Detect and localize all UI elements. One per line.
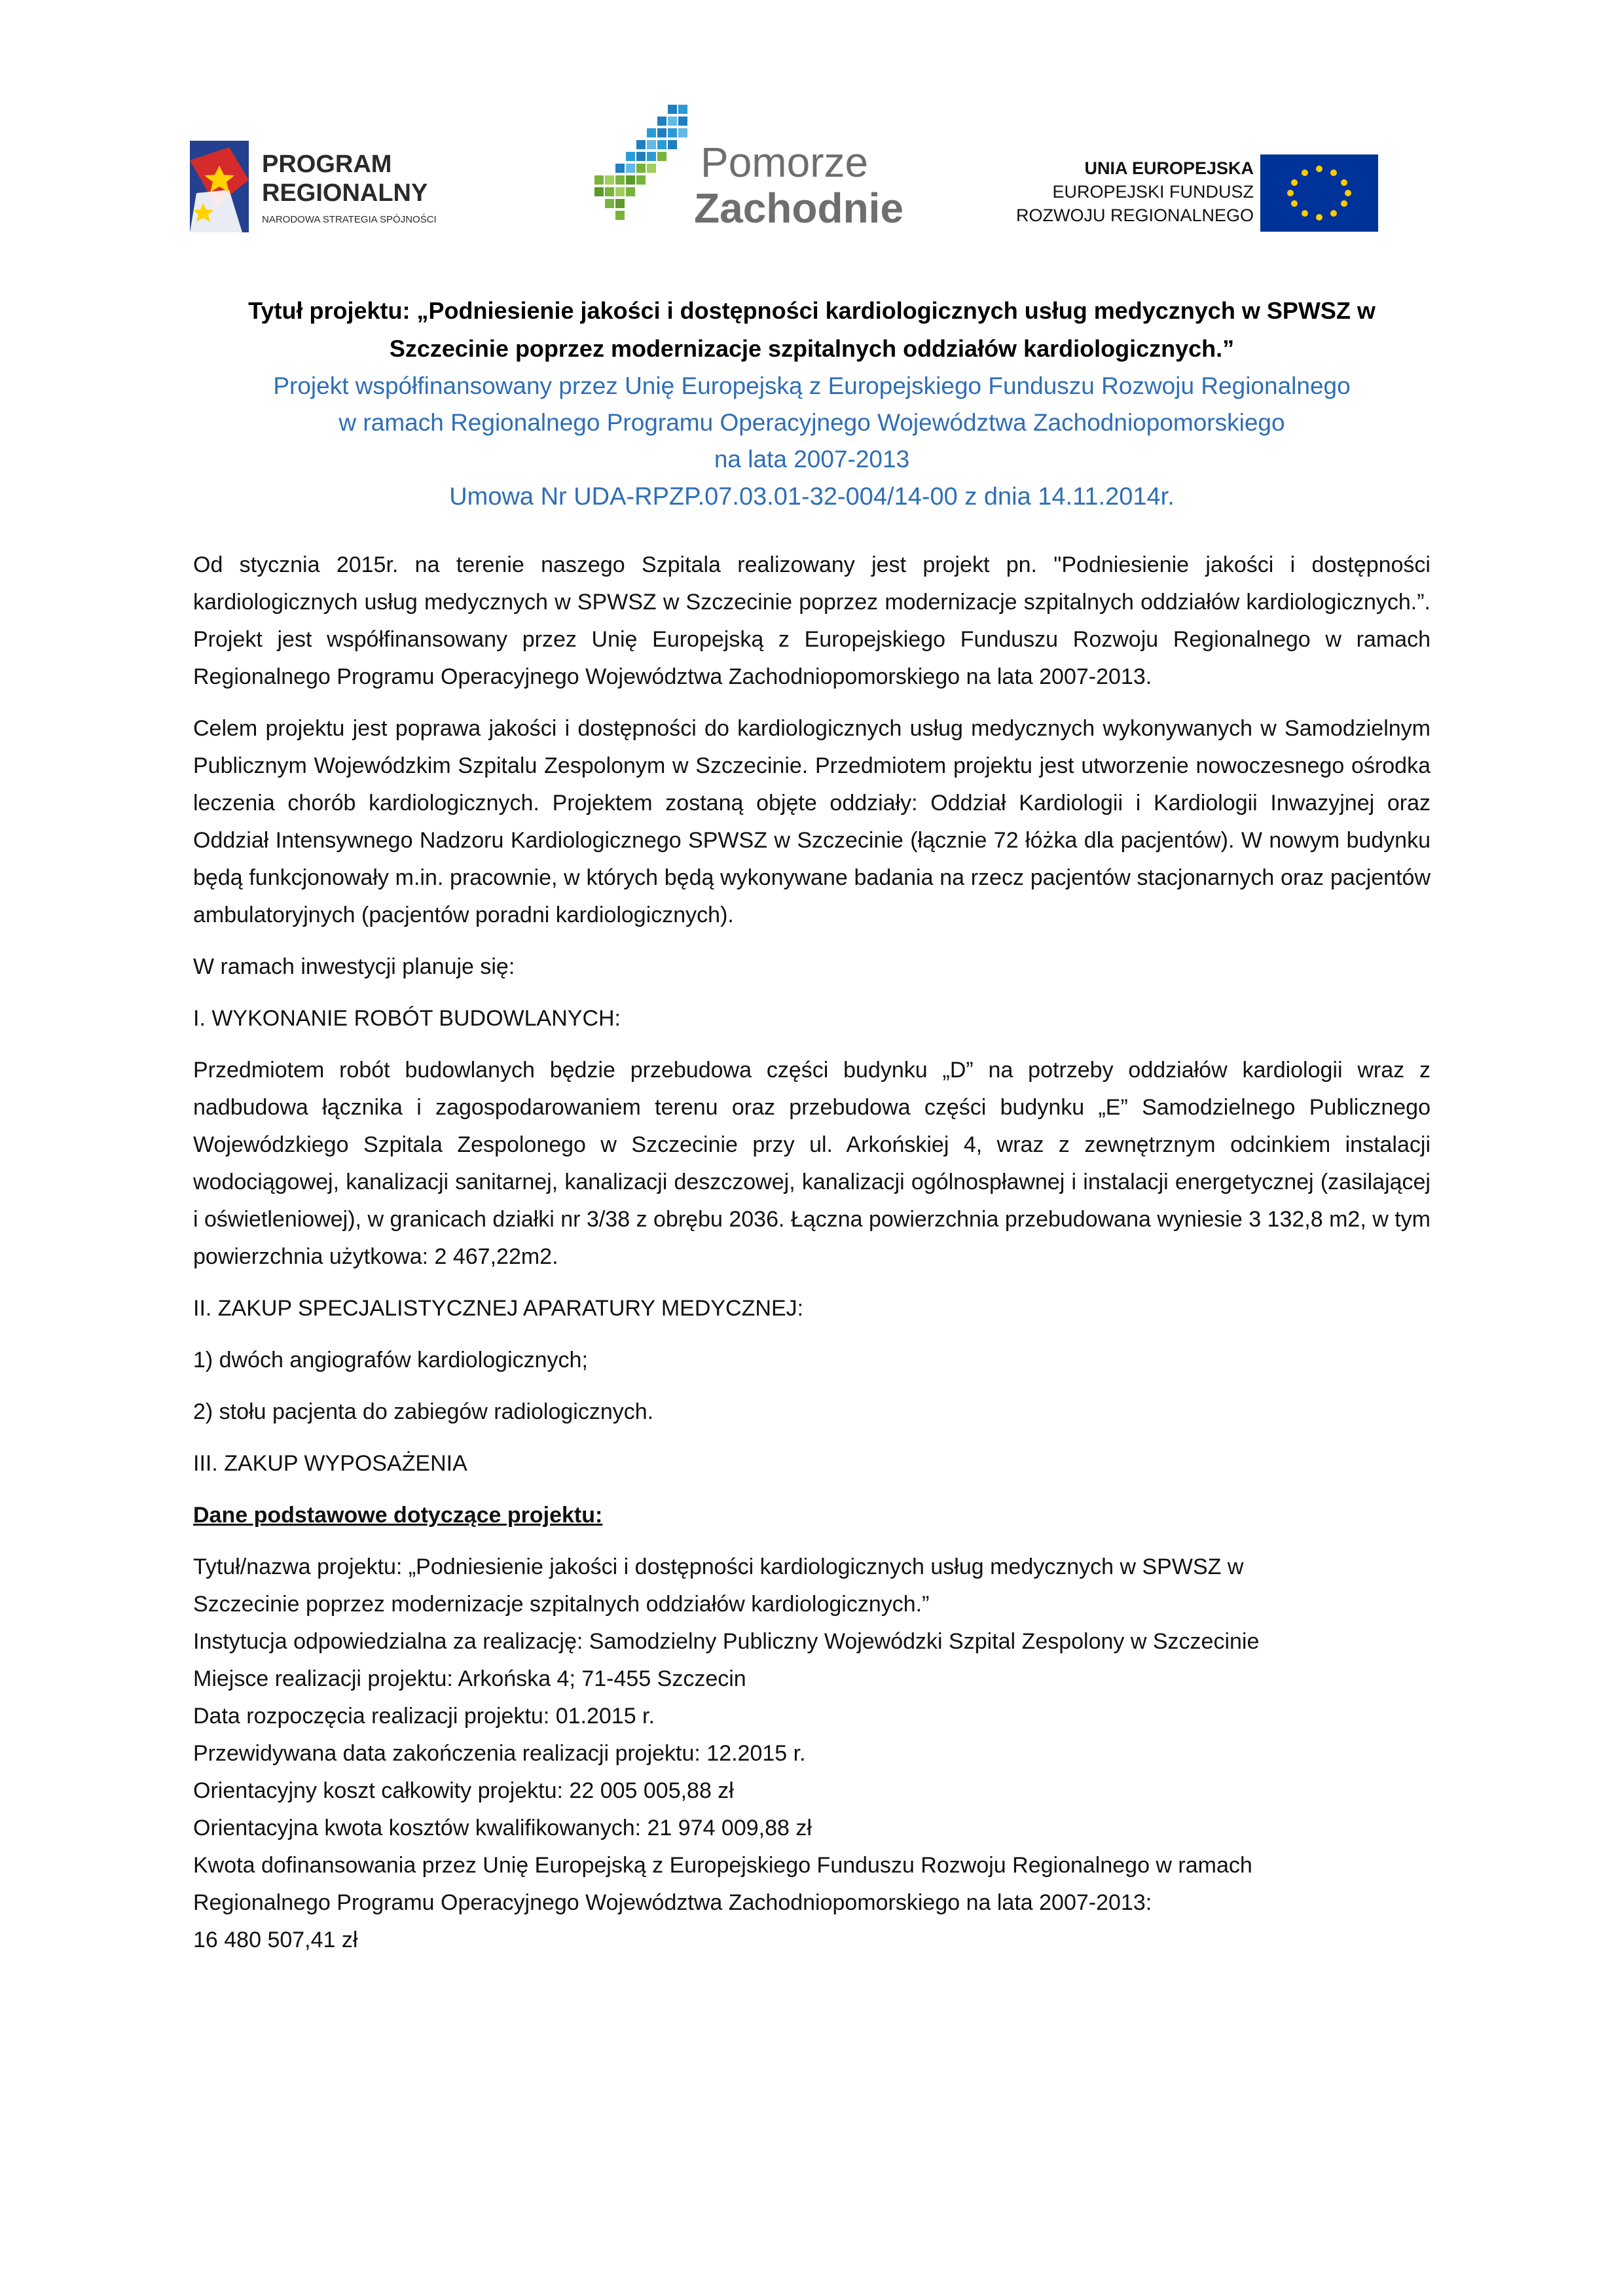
list-item: 1) dwóch angiografów kardiologicznych; <box>193 1348 588 1372</box>
detail-funding-line2: Regionalnego Programu Operacyjnego Województwa Zachodniopomorskiego na lata 2007-2013: <box>193 1890 1152 1915</box>
section1-heading: I. WYKONANIE ROBÓT BUDOWLANYCH: <box>193 1006 621 1031</box>
project-header <box>193 292 1431 516</box>
project-details <box>193 1549 1431 1959</box>
details-heading-text: Dane podstawowe dotyczące projektu: <box>193 1503 603 1528</box>
pixel-griffin-icon <box>589 98 917 242</box>
pz-line1: Pomorze <box>701 139 869 186</box>
detail-start-date: Data rozpoczęcia realizacji projektu: 01.2015 r. <box>193 1704 655 1729</box>
detail-total-cost: Orientacyjny koszt całkowity projektu: 22 005 005,88 zł <box>193 1778 734 1803</box>
equipment-list <box>193 1342 1431 1431</box>
program-regionalny-logo <box>190 134 517 245</box>
pz-line2: Zachodnie <box>694 185 904 232</box>
goal-paragraph: Celem projektu jest poprawa jakości i dostępności do kardiologicznych usług medycznych wykonywanych w Samodzielnym Publicznym Wojewódzkim Szpitalu Zespolonym w Szczecinie. Przedmiotem projektu jest utworzenie nowoczesnego ośrodka leczenia chorób kardiologicznych. Projektem zostaną objęte oddziały: Oddział Kardiologii i Kardiologii Inwazyjnej oraz Oddział Intensywnego Nadzoru Kardiologicznego SPWSZ w Szczecinie (łącznie 72 łóżka dla pacjentów). W nowym budynku będą funkcjonowały m.in. pracownie, w których będą wykonywane badania na rzecz pacjentów stacjonarnych oraz pacjentów ambulatoryjnych (pacjentów poradni kardiologicznych). <box>193 716 1431 927</box>
detail-funding-amount: 16 480 507,41 zł <box>193 1928 358 1952</box>
section1-text: Przedmiotem robót budowlanych będzie przebudowa części budynku „D” na potrzeby oddziałów kardiologii wraz z nadbudowa łącznika i zagospodarowaniem terenu oraz przebudowa części budynku „E” Samodzielnego Publicznego Wojewódzkiego Szpitala Zespolonego w Szczecinie przy ul. Arkońskiej 4, wraz z zewnętrznym odcinkiem instalacji wodociągowej, kanalizacji sanitarnej, kanalizacji deszczowej, kanalizacji ogólnospławnej i instalacji energetycznej (zasilającej i oświetleniowej), w granicach działki nr 3/38 z obrębu 2036. Łączna powierzchnia przebudowana wyniesie 3 132,8 m2, w tym powierzchnia użytkowa: 2 467,22m2. <box>193 1058 1431 1269</box>
project-title-line2: Szczecinie poprzez modernizacje szpitalnych oddziałów kardiologicznych.” <box>389 335 1235 362</box>
detail-title-line2: Szczecinie poprzez modernizacje szpitalnych oddziałów kardiologicznych.” <box>193 1592 930 1617</box>
detail-institution: Instytucja odpowiedzialna za realizację: Samodzielny Publiczny Wojewódzki Szpital Zespolony w Szczecinie <box>193 1629 1260 1654</box>
star-flag-icon <box>190 134 517 245</box>
detail-eligible-cost: Orientacyjna kwota kosztów kwalifikowanych: 21 974 009,88 zł <box>193 1816 812 1840</box>
eu-flag-icon <box>995 151 1388 236</box>
ue-line3: ROZWOJU REGIONALNEGO <box>1015 206 1254 225</box>
document-body <box>193 547 1431 1959</box>
pr-line1: PROGRAM <box>262 151 392 178</box>
unia-europejska-logo <box>995 151 1388 236</box>
ue-line2: EUROPEJSKI FUNDUSZ <box>1052 182 1254 202</box>
intro-paragraph: Od stycznia 2015r. na terenie naszego Szpitala realizowany jest projekt pn. "Podniesienie jakości i dostępności kardiologicznych usług medycznych w SPWSZ w Szczecinie poprzez modernizacje szpitalnych oddziałów kardiologicznych.”. Projekt jest współfinansowany przez Unię Europejską z Europejskiego Funduszu Rozwoju Regionalnego w ramach Regionalnego Programu Operacyjnego Województwa Zachodniopomorskiego na lata 2007-2013. <box>193 552 1431 689</box>
cofinancing-line3: na lata 2007-2013 <box>714 446 910 473</box>
details-heading <box>193 1497 1431 1534</box>
detail-title-line1: Tytuł/nazwa projektu: „Podniesienie jakości i dostępności kardiologicznych usług medycznych w SPWSZ w <box>193 1554 1244 1579</box>
cofinancing-line1: Projekt współfinansowany przez Unię Europejską z Europejskiego Funduszu Rozwoju Regionalnego <box>273 372 1351 399</box>
ue-line1: UNIA EUROPEJSKA <box>1084 158 1254 178</box>
project-title-line1: Tytuł projektu: „Podniesienie jakości i dostępności kardiologicznych usług medycznych w SPWSZ w <box>248 297 1376 324</box>
pr-line3: NARODOWA STRATEGIA SPÓJNOŚCI <box>262 214 437 225</box>
contract-number: Umowa Nr UDA-RPZP.07.03.01-32-004/14-00 z dnia 14.11.2014r. <box>449 483 1175 511</box>
detail-end-date: Przewidywana data zakończenia realizacji projektu: 12.2015 r. <box>193 1741 806 1766</box>
section3-heading: III. ZAKUP WYPOSAŻENIA <box>193 1451 467 1476</box>
logo-bar <box>0 0 1623 262</box>
plan-intro: W ramach inwestycji planuje się: <box>193 954 515 979</box>
detail-funding-line1: Kwota dofinansowania przez Unię Europejską z Europejskiego Funduszu Rozwoju Regionalnego w ramach <box>193 1853 1252 1878</box>
pr-line2: REGIONALNY <box>262 179 428 207</box>
detail-location: Miejsce realizacji projektu: Arkońska 4; 71-455 Szczecin <box>193 1666 746 1691</box>
pomorze-zachodnie-logo <box>589 98 917 242</box>
list-item: 2) stołu pacjenta do zabiegów radiologicznych. <box>193 1399 654 1424</box>
section2-heading: II. ZAKUP SPECJALISTYCZNEJ APARATURY MEDYCZNEJ: <box>193 1296 804 1321</box>
cofinancing-line2: w ramach Regionalnego Programu Operacyjnego Województwa Zachodniopomorskiego <box>338 409 1285 436</box>
